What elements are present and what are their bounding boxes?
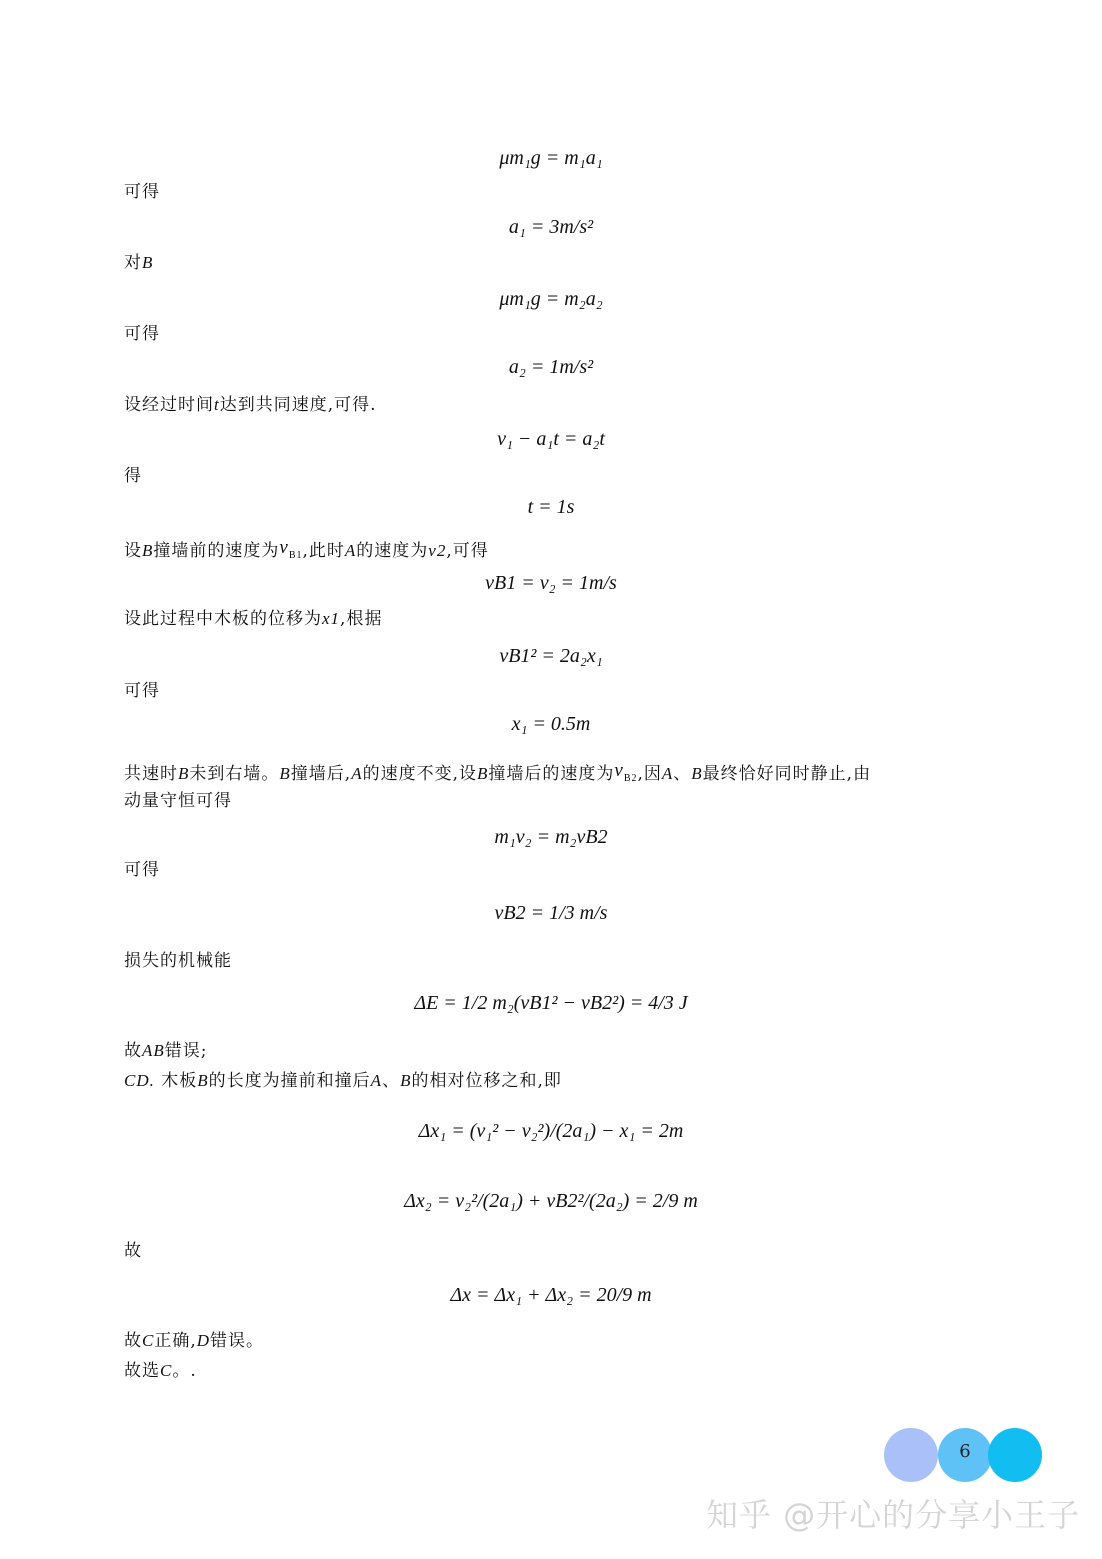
- text-line: 对B: [124, 253, 154, 273]
- text-line: 故C正确,D错误。: [124, 1331, 265, 1351]
- text-line: 可得: [124, 324, 160, 344]
- text-line: 设B撞墙前的速度为$v_{B1}$,此时A的速度为v2,可得: [124, 537, 489, 561]
- equation: a₁ = 3m/s²: [508, 216, 594, 238]
- equation: ΔE = 1/2 m₂(vB1² − vB2²) = 4/3 J: [414, 992, 688, 1014]
- page-number: 6: [959, 1441, 971, 1462]
- text-line: 动量守恒可得: [124, 791, 232, 811]
- equation: μm₁g = m₁a₁: [499, 147, 603, 169]
- text-line: 故: [124, 1241, 142, 1261]
- watermark: 知乎 @开心的分享小王子: [706, 1496, 1081, 1534]
- text-line: CD. 木板B的长度为撞前和撞后A、B的相对位移之和,即: [124, 1071, 562, 1091]
- equation: Δx₁ = (v₁² − v₂²)/(2a₁) − x₁ = 2m: [418, 1120, 684, 1142]
- text-line: 共速时B未到右墙。B撞墙后,A的速度不变,设B撞墙后的速度为$v_{B2}$,因A、B最终恰好同时静止,由: [124, 760, 872, 784]
- decor-circle-right: [988, 1428, 1042, 1482]
- decor-circle-left: [884, 1428, 938, 1482]
- equation: vB1² = 2a₂x₁: [499, 645, 603, 667]
- text-line: 故选C。.: [124, 1361, 197, 1381]
- text-line: 设此过程中木板的位移为x1,根据: [124, 609, 383, 629]
- equation: m₁v₂ = m₂vB2: [494, 826, 608, 848]
- text-line: 得: [124, 466, 142, 486]
- equation: Δx = Δx₁ + Δx₂ = 20/9 m: [450, 1284, 652, 1306]
- text-line: 设经过时间t达到共同速度,可得.: [124, 395, 377, 415]
- equation: Δx₂ = v₂²/(2a₁) + vB2²/(2a₂) = 2/9 m: [404, 1190, 698, 1212]
- equation: v₁ − a₁t = a₂t: [497, 428, 605, 450]
- text-line: 损失的机械能: [124, 951, 232, 971]
- text-line: 可得: [124, 681, 160, 701]
- equation: t = 1s: [527, 496, 575, 518]
- equation: vB2 = 1/3 m/s: [494, 902, 608, 924]
- text-line: 可得: [124, 182, 160, 202]
- text-line: 可得: [124, 860, 160, 880]
- text-line: 故AB错误;: [124, 1041, 208, 1061]
- equation: vB1 = v₂ = 1m/s: [485, 572, 617, 594]
- equation: x₁ = 0.5m: [511, 713, 591, 735]
- equation: a₂ = 1m/s²: [508, 356, 594, 378]
- equation: μm₁g = m₂a₂: [499, 288, 603, 310]
